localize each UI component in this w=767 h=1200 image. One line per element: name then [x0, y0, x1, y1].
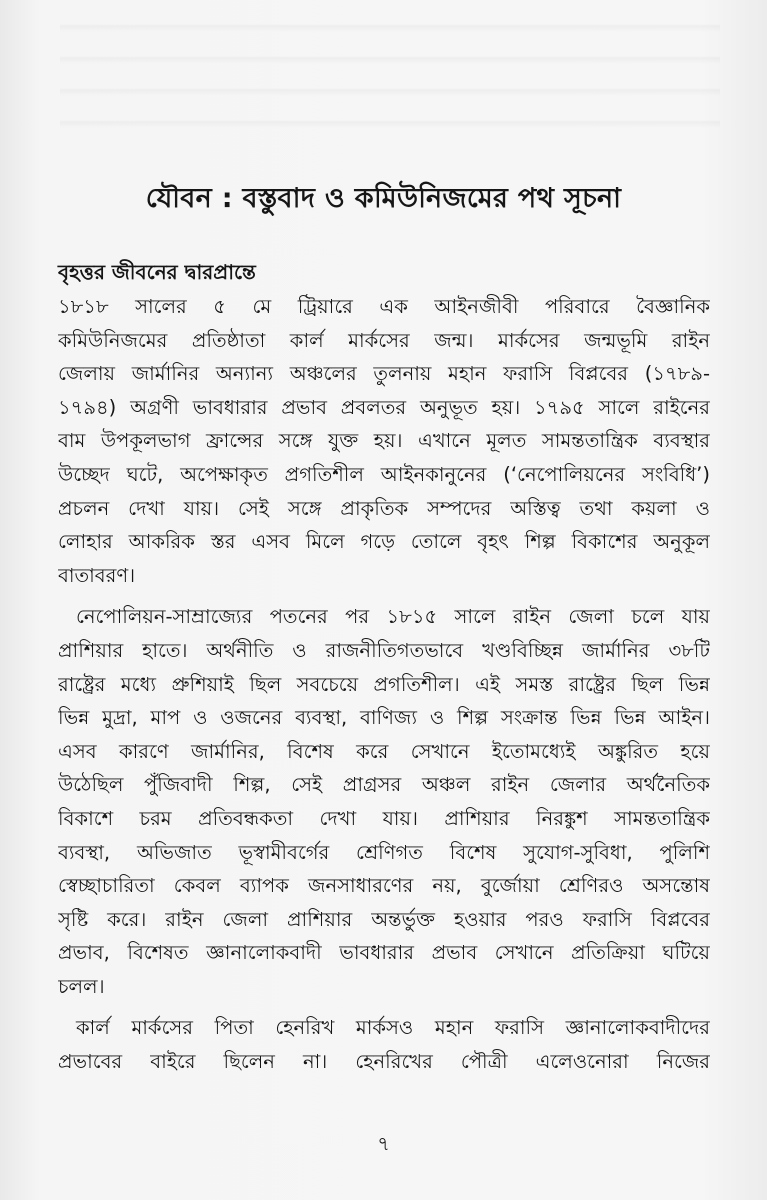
- chapter-title: যৌবন : বস্তুবাদ ও কমিউনিজমের পথ সূচনা: [145, 183, 622, 214]
- paragraph-1-line: জেলায় জার্মানির অন্যান্য অঞ্চলের তুলনায় মহান ফরাসি বিপ্লবের (১৭৮৯-: [58, 362, 710, 386]
- paragraph-2-line: বিকাশে চরম প্রতিবন্ধকতা দেখা যায়। প্রাশিয়ার নিরঙ্কুশ সামন্ততান্ত্রিক: [58, 806, 710, 830]
- paragraph-1-line: বাম উপকূলভাগ ফ্রান্সের সঙ্গে যুক্ত হয়। এখানে মূলত সামন্ততান্ত্রিক ব্যবস্থার: [58, 429, 710, 453]
- paragraph-2-line: ব্যবস্থা, অভিজাত ভূস্বামীবর্গের শ্রেণিগত বিশেষ সুযোগ-সুবিধা, পুলিশি: [58, 840, 710, 864]
- paragraph-3-line: প্রভাবের বাইরে ছিলেন না। হেনরিখের পৌত্রী এলেওনোরা নিজের: [58, 1050, 710, 1074]
- paragraph-2-line: সৃষ্টি করে। রাইন জেলা প্রাশিয়ার অন্তর্ভুক্ত হওয়ার পরও ফরাসি বিপ্লবের: [58, 907, 710, 931]
- paragraph-1-line: কমিউনিজমের প্রতিষ্ঠাতা কার্ল মার্কসের জন্ম। মার্কসের জন্মভূমি রাইন: [58, 328, 710, 352]
- paragraph-1-line: উচ্ছেদ ঘটে, অপেক্ষাকৃত প্রগতিশীল আইনকানুনের (‘নেপোলিয়নের সংবিধি’): [58, 462, 710, 486]
- paragraph-2-line: উঠেছিল পুঁজিবাদী শিল্প, সেই প্রাগ্রসর অঞ্চল রাইন জেলার অর্থনৈতিক: [58, 773, 710, 797]
- paragraph-2-line: এসব কারণে জার্মানির, বিশেষ করে সেখানে ইতোমধ্যেই অঙ্কুরিত হয়ে: [58, 739, 710, 763]
- paragraph-1-line: ১৮১৮ সালের ৫ মে ট্রিয়ারে এক আইনজীবী পরিবারে বৈজ্ঞানিক: [58, 295, 710, 318]
- paragraph-1-line: প্রচলন দেখা যায়। সেই সঙ্গে প্রাকৃতিক সম্পদের অস্তিত্ব তথা কয়লা ও: [58, 496, 710, 520]
- paragraph-1-line: লোহার আকরিক স্তর এসব মিলে গড়ে তোলে বৃহৎ শিল্প বিকাশের অনুকূল: [58, 530, 710, 554]
- paragraph-2-line: স্বেচ্ছাচারিতা কেবল ব্যাপক জনসাধারণের নয়, বুর্জোয়া শ্রেণিরও অসন্তোষ: [58, 874, 710, 898]
- paragraph-1-line: ১৭৯৪) অগ্রণী ভাবধারার প্রভাব প্রবলতর অনুভূত হয়। ১৭৯৫ সালে রাইনের: [58, 395, 710, 419]
- paragraph-1-line: বাতাবরণ।: [58, 563, 136, 587]
- paragraph-2-line: রাষ্ট্রের মধ্যে প্রুশিয়াই ছিল সবচেয়ে প্রগতিশীল। এই সমস্ত রাষ্ট্রের ছিল ভিন্ন: [58, 672, 710, 696]
- paragraph-3-line: কার্ল মার্কসের পিতা হেনরিখ মার্কসও মহান ফরাসি জ্ঞানালোকবাদীদের: [76, 1016, 710, 1040]
- paragraph-2-line: চলল।: [58, 974, 105, 998]
- paragraph-2-line: প্রাশিয়ার হাতে। অর্থনীতি ও রাজনীতিগতভাবে খণ্ডবিচ্ছিন্ন জার্মানির ৩৮টি: [58, 638, 710, 662]
- section-heading: বৃহত্তর জীবনের দ্বারপ্রান্তে: [58, 260, 256, 284]
- paragraph-2-line: ভিন্ন মুদ্রা, মাপ ও ওজনের ব্যবস্থা, বাণিজ্য ও শিল্প সংক্রান্ত ভিন্ন ভিন্ন আইন।: [58, 706, 710, 730]
- show-through-texture: [60, 0, 720, 150]
- paragraph-2-line: প্রভাব, বিশেষত জ্ঞানালোকবাদী ভাবধারার প্রভাব সেখানে প্রতিক্রিয়া ঘটিয়ে: [58, 941, 710, 965]
- page-number: ৭: [377, 1133, 390, 1155]
- body-text: [58, 290, 710, 1079]
- paragraph-2-line: নেপোলিয়ন-সাম্রাজ্যের পতনের পর ১৮১৫ সালে রাইন জেলা চলে যায়: [76, 605, 710, 629]
